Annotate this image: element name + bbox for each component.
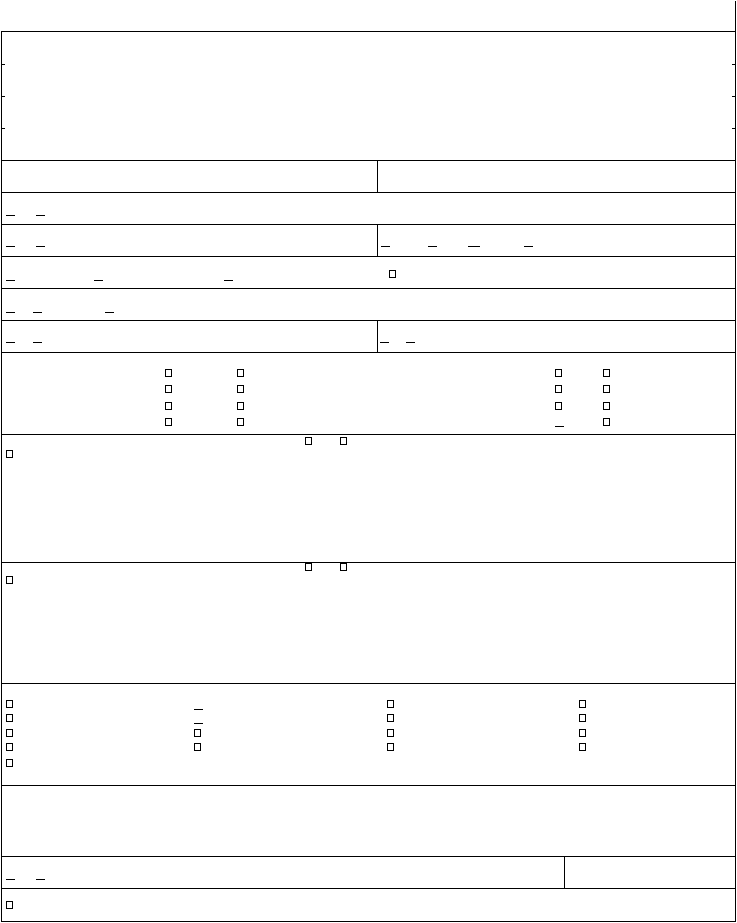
header-box	[1, 1, 735, 32]
field-marker	[468, 246, 480, 247]
section-checkbox[interactable]	[6, 450, 13, 458]
grid-checkbox[interactable]	[603, 418, 610, 426]
grid-checkbox[interactable]	[165, 418, 172, 426]
field-marker	[33, 342, 42, 343]
header-tick	[732, 128, 736, 129]
column-divider	[564, 856, 565, 888]
option-checkbox[interactable]	[6, 729, 13, 737]
grid-checkbox[interactable]	[555, 369, 562, 377]
field-marker	[194, 709, 203, 710]
row-line	[1, 192, 736, 193]
header-tick	[1, 128, 5, 129]
row-line	[1, 288, 736, 289]
field-marker	[105, 312, 114, 313]
row-line	[1, 160, 736, 161]
field-marker	[94, 280, 103, 281]
option-checkbox[interactable]	[387, 729, 394, 737]
option-checkbox[interactable]	[6, 759, 13, 767]
row4-checkbox[interactable]	[389, 270, 396, 278]
field-marker	[6, 879, 15, 880]
option-checkbox[interactable]	[194, 729, 201, 737]
field-marker	[194, 723, 203, 724]
field-marker	[555, 426, 564, 427]
grid-checkbox[interactable]	[165, 369, 172, 377]
grid-checkbox[interactable]	[555, 385, 562, 393]
header-tick	[1, 64, 5, 65]
field-marker	[6, 312, 15, 313]
field-marker	[381, 246, 390, 247]
option-checkbox[interactable]	[6, 743, 13, 751]
option-checkbox[interactable]	[194, 743, 201, 751]
field-marker	[36, 879, 45, 880]
form-bottom-border	[1, 921, 736, 922]
field-marker	[6, 342, 15, 343]
header-tick	[1, 96, 5, 97]
grid-checkbox[interactable]	[237, 402, 244, 410]
option-checkbox[interactable]	[6, 700, 13, 708]
field-marker	[6, 246, 15, 247]
field-marker	[524, 246, 533, 247]
yes-checkbox[interactable]	[305, 437, 312, 445]
row-line	[1, 683, 736, 684]
row-line	[1, 856, 736, 857]
column-divider	[377, 224, 378, 256]
row-line	[1, 562, 736, 563]
footer-checkbox[interactable]	[6, 901, 13, 909]
option-checkbox[interactable]	[387, 714, 394, 722]
option-checkbox[interactable]	[387, 743, 394, 751]
grid-checkbox[interactable]	[603, 369, 610, 377]
grid-checkbox[interactable]	[237, 418, 244, 426]
row-line	[1, 888, 736, 889]
grid-checkbox[interactable]	[555, 402, 562, 410]
field-marker	[36, 215, 45, 216]
field-marker	[36, 246, 45, 247]
field-marker	[6, 215, 15, 216]
section-checkbox[interactable]	[6, 576, 13, 584]
form-right-border	[735, 1, 736, 922]
option-checkbox[interactable]	[6, 714, 13, 722]
field-marker	[428, 246, 437, 247]
grid-checkbox[interactable]	[237, 369, 244, 377]
grid-checkbox[interactable]	[603, 402, 610, 410]
no-checkbox[interactable]	[340, 563, 347, 571]
grid-checkbox[interactable]	[165, 402, 172, 410]
grid-checkbox[interactable]	[237, 385, 244, 393]
grid-checkbox[interactable]	[165, 385, 172, 393]
field-marker	[33, 312, 42, 313]
option-checkbox[interactable]	[579, 743, 586, 751]
field-marker	[406, 342, 415, 343]
column-divider	[377, 160, 378, 192]
header-tick	[732, 64, 736, 65]
grid-checkbox[interactable]	[603, 385, 610, 393]
header-tick	[732, 96, 736, 97]
option-checkbox[interactable]	[579, 714, 586, 722]
field-marker	[6, 280, 15, 281]
field-marker	[380, 342, 389, 343]
option-checkbox[interactable]	[579, 700, 586, 708]
option-checkbox[interactable]	[579, 729, 586, 737]
row-line	[1, 256, 736, 257]
row-line	[1, 320, 736, 321]
row-line	[1, 352, 736, 353]
no-checkbox[interactable]	[340, 437, 347, 445]
yes-checkbox[interactable]	[305, 563, 312, 571]
column-divider	[377, 320, 378, 352]
option-checkbox[interactable]	[387, 700, 394, 708]
row-line	[1, 224, 736, 225]
header-gap	[2, 33, 735, 160]
row-line	[1, 434, 736, 435]
field-marker	[224, 280, 233, 281]
row-line	[1, 785, 736, 786]
